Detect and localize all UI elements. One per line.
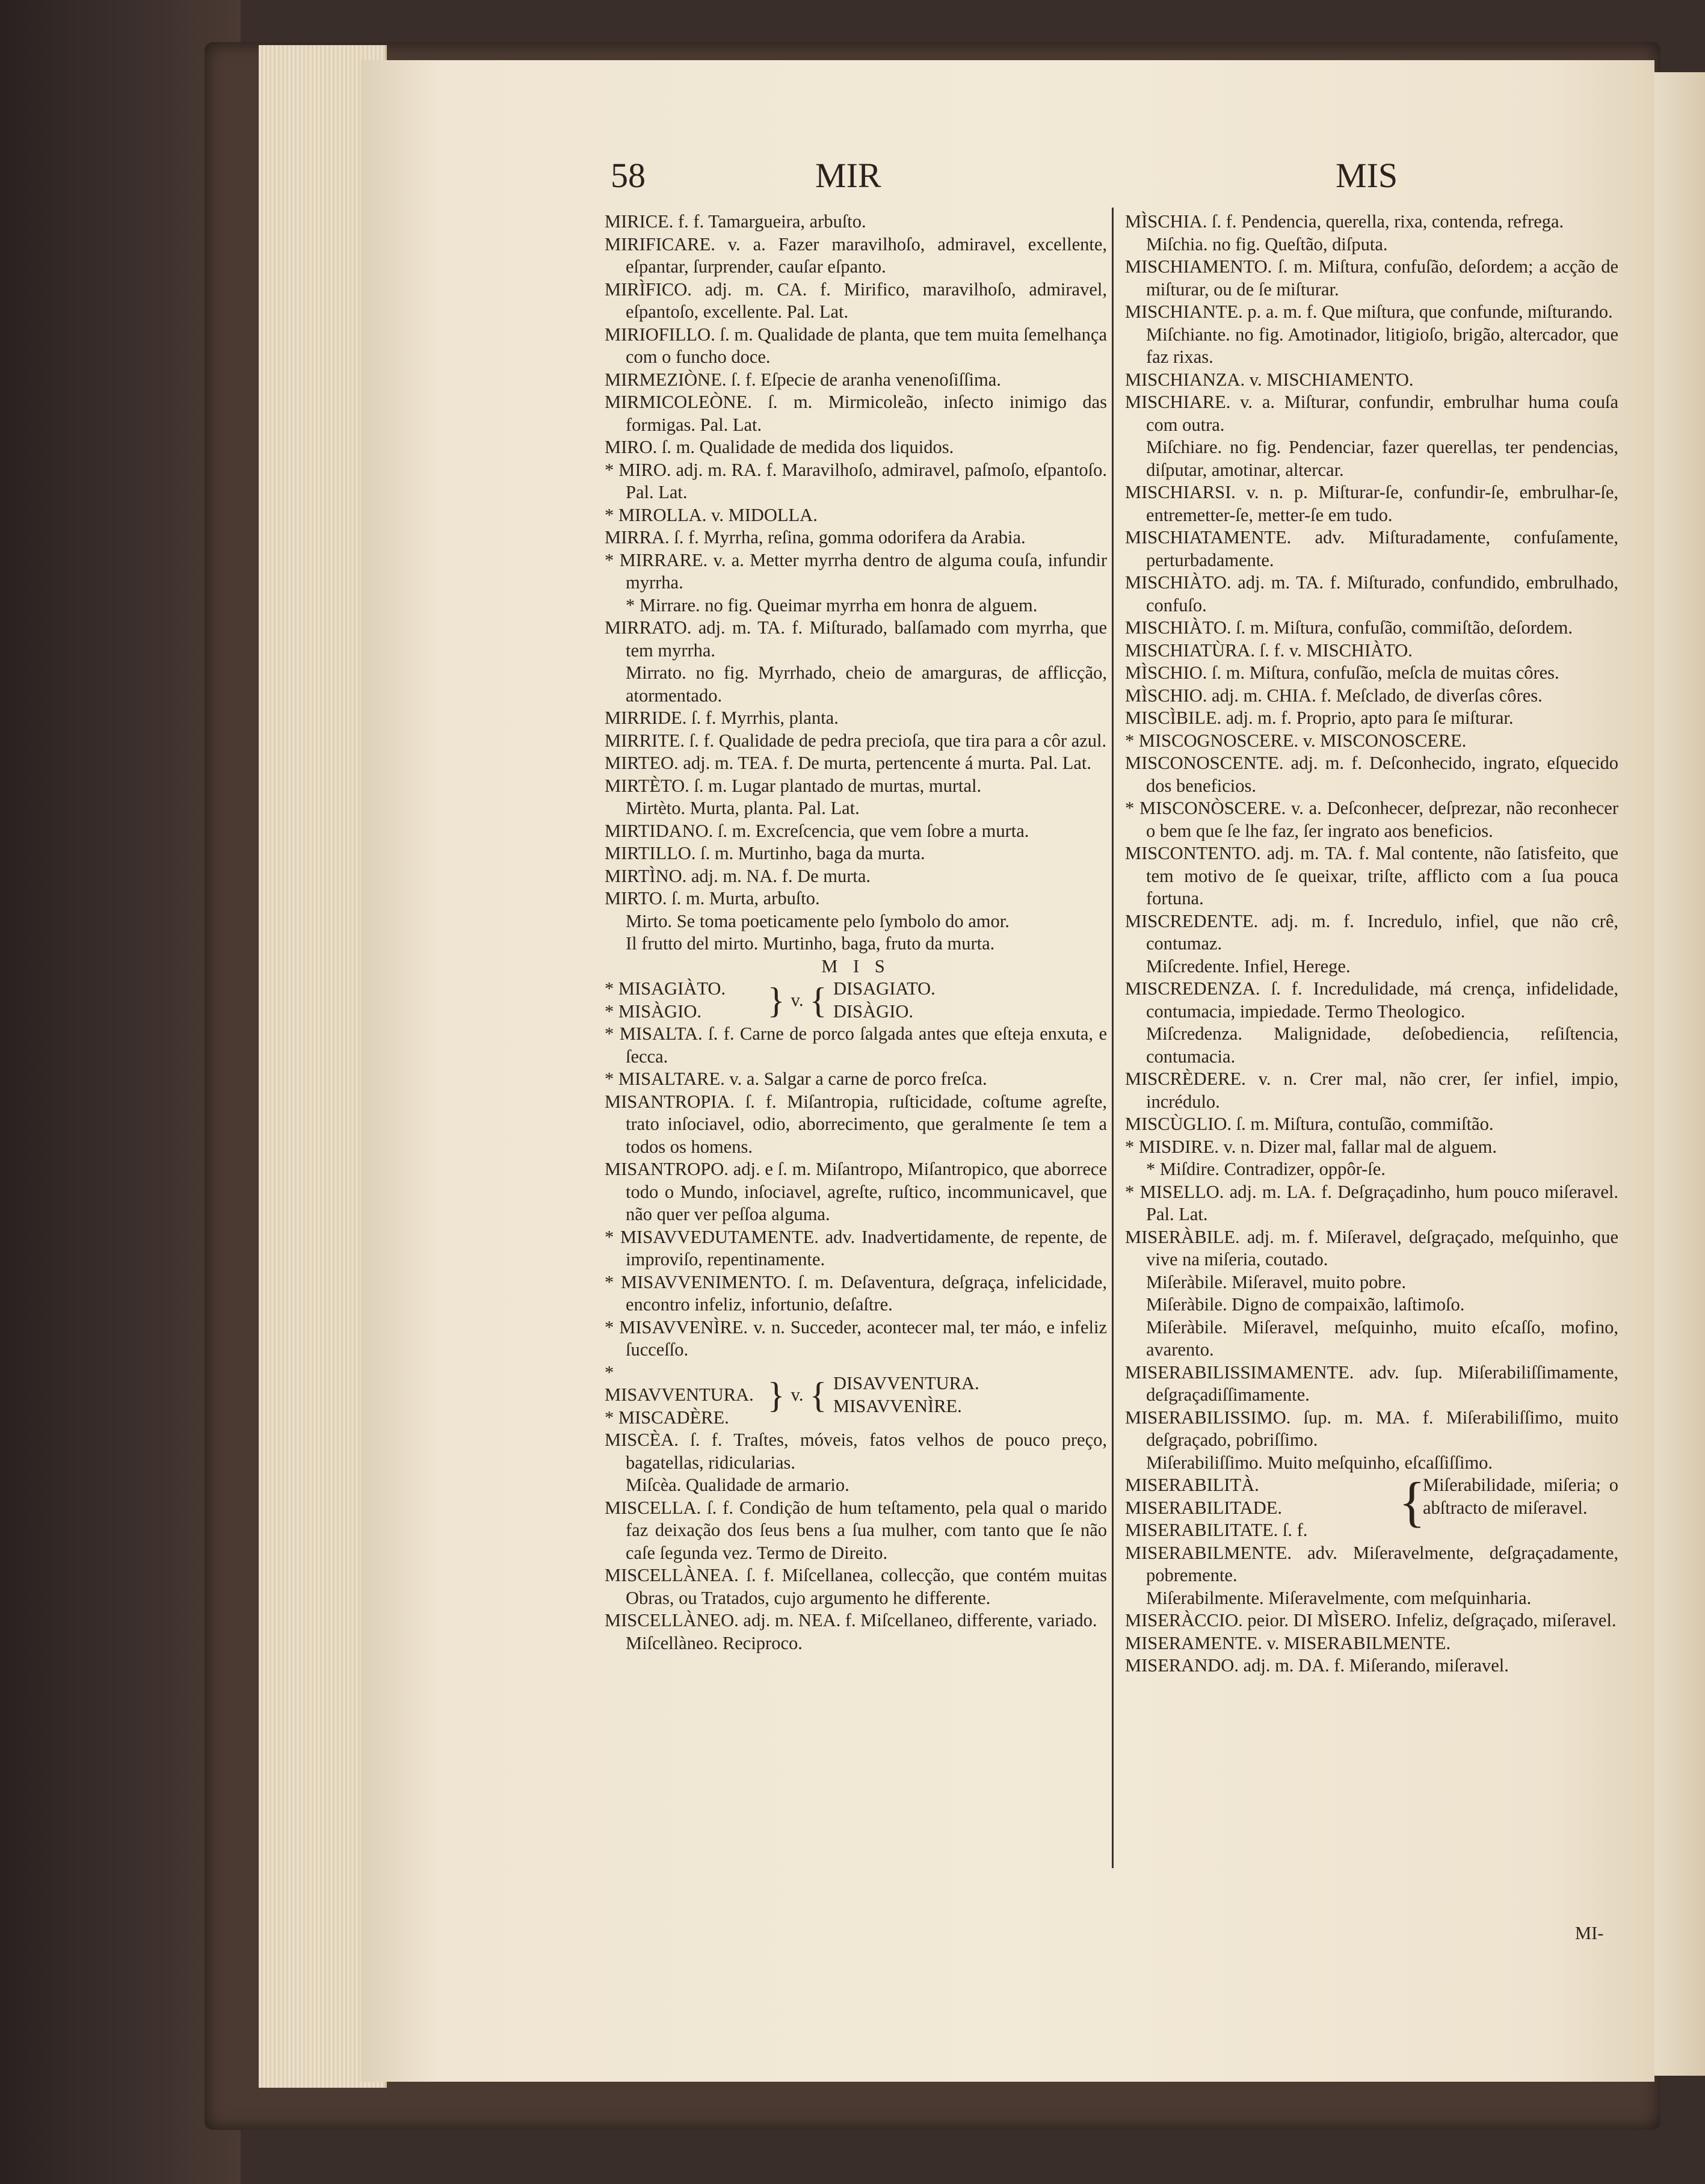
- section-heading: M I S: [821, 955, 890, 976]
- dictionary-entry: MISANTROPO. adj. e ſ. m. Miſantropo, Miſantropico, que aborrece todo o Mundo, inſociavel, agreſte, ruſtico, incommunicavel, que não quer ver peſſoa alguma.: [605, 1159, 1107, 1224]
- dictionary-entry: MÌSCHIA. ſ. f. Pendencia, querella, rixa, contenda, refrega.: [1125, 211, 1564, 232]
- dictionary-entry: MISANTROPIA. ſ. f. Miſantropia, ruſticidade, coſtume agreſte, trato inſociavel, odio, aborrecimento, que geralmente ſe tem a todos os homens.: [605, 1091, 1107, 1157]
- dictionary-entry: MISCONOSCENTE. adj. m. f. Deſconhecido, ingrato, eſquecido dos beneficios.: [1125, 753, 1618, 796]
- sub-entry: Miſerabilmente. Miſeravelmente, com meſquinharia.: [1146, 1587, 1532, 1608]
- dictionary-entry: MIRTIDANO. ſ. m. Excreſcencia, que vem ſobre a murta.: [605, 820, 1029, 841]
- dictionary-entry: * MISDIRE. v. n. Dizer mal, fallar mal de alguem.: [1125, 1136, 1497, 1157]
- sub-entry: Miſeràbile. Miſeravel, muito pobre.: [1146, 1271, 1406, 1292]
- dictionary-entry: MISCELLA. ſ. f. Condição de hum teſtamento, pela qual o marido faz deixação dos ſeus bens a ſua mulher, com tanto que ſe não caſe ſegunda vez. Termo de Direito.: [605, 1497, 1107, 1563]
- cross-reference-target: DISAVVENTURA.: [833, 1373, 979, 1394]
- right-running-head: MIS: [1336, 156, 1398, 195]
- dictionary-entry: MIRICE. f. f. Tamargueira, arbuſto.: [605, 211, 866, 232]
- dictionary-entry: MISERÀCCIO. peior. DI MÌSERO. Infeliz, deſgraçado, miſeravel.: [1125, 1610, 1617, 1630]
- cross-reference-headword: * MISAGIÀTO.: [605, 978, 726, 999]
- dictionary-entry: MISCÙGLIO. ſ. m. Miſtura, contuſão, commiſtão.: [1125, 1114, 1494, 1134]
- cross-reference-target: DISAGIATO.: [833, 978, 936, 999]
- dictionary-entry: MISERÀBILE. adj. m. f. Miſeravel, deſgraçado, meſquinho, que vive na miſeria, coutado.: [1125, 1226, 1618, 1269]
- sub-entry: Miſcredenza. Malignidade, deſobediencia, reſiſtencia, contumacia.: [1146, 1023, 1618, 1067]
- dictionary-entry: * MIRO. adj. m. RA. f. Maravilhoſo, admiravel, paſmoſo, eſpantoſo. Pal. Lat.: [605, 459, 1107, 502]
- dictionary-entry: MÌSCHIO. ſ. m. Miſtura, confuſão, meſcla de muitas côres.: [1125, 662, 1559, 683]
- dictionary-entry: MISCRÈDERE. v. n. Crer mal, não crer, ſer infiel, impio, incrédulo.: [1125, 1069, 1618, 1112]
- dictionary-entry: MISCONTENTO. adj. m. TA. f. Mal contente, não ſatisfeito, que tem motivo de ſe queixar, triſte, afflicto com a ſua pouca fortuna.: [1125, 843, 1618, 908]
- dictionary-entry: MISCHIATAMENTE. adv. Miſturadamente, confuſamente, perturbadamente.: [1125, 527, 1618, 570]
- cross-reference-target: DISÀGIO.: [833, 1001, 914, 1022]
- sub-entry: Miſerabiliſſimo. Muito meſquinho, eſcaſſiſſimo.: [1146, 1452, 1493, 1473]
- dictionary-entry: MISCELLÀNEA. ſ. f. Miſcellanea, collecção, que contém muitas Obras, ou Tratados, cujo argumento he differente.: [605, 1565, 1107, 1608]
- dictionary-entry: MISCHIARSI. v. n. p. Miſturar-ſe, confundir-ſe, embrulhar-ſe, entremetter-ſe, metter-ſe em tudo.: [1125, 482, 1618, 525]
- dictionary-entry: MISCÌBILE. adj. m. f. Proprio, apto para ſe miſturar.: [1125, 708, 1514, 728]
- see-marker: v.: [791, 989, 804, 1010]
- sub-entry: Miſeràbile. Digno de compaixão, laſtimoſo.: [1146, 1294, 1465, 1315]
- dictionary-entry: * MISAVVEDUTAMENTE. adv. Inadvertidamente, de repente, de improviſo, repentinamente.: [605, 1226, 1107, 1269]
- dictionary-entry: MISERABILMENTE. adv. Miſeravelmente, deſgraçadamente, pobremente.: [1125, 1542, 1618, 1585]
- dictionary-entry: MIRÌFICO. adj. m. CA. f. Mirifico, maravilhoſo, admiravel, eſpantoſo, excellente. Pal. Lat.: [605, 279, 1107, 322]
- sub-entry: Mirto. Se toma poeticamente pelo ſymbolo do amor.: [626, 910, 1010, 931]
- facing-page-edge: [1654, 72, 1705, 2076]
- dictionary-entry: MIRIFICARE. v. a. Fazer maravilhoſo, admiravel, excellente, eſpantar, ſurprender, cauſar eſpanto.: [605, 233, 1107, 277]
- sub-entry: Miſcellàneo. Reciproco.: [626, 1632, 803, 1653]
- dictionary-entry: MISCELLÀNEO. adj. m. NEA. f. Miſcellaneo, differente, variado.: [605, 1610, 1097, 1630]
- dictionary-entry: MIRRA. ſ. f. Myrrha, reſina, gomma odorifera da Arabia.: [605, 527, 1026, 548]
- dictionary-entry: MIRTO. ſ. m. Murta, arbuſto.: [605, 888, 820, 908]
- dictionary-entry: MISCHIÀTO. adj. m. TA. f. Miſturado, confundido, embrulhado, confuſo.: [1125, 572, 1618, 615]
- sub-entry: Il frutto del mirto. Murtinho, baga, fruto da murta.: [626, 933, 995, 954]
- dictionary-entry: * MISALTA. ſ. f. Carne de porco ſalgada antes que eſteja enxuta, e ſecca.: [605, 1023, 1107, 1067]
- grouped-definition: Miſerabilidade, miſeria; o abſtracto de miſeravel.: [1423, 1475, 1618, 1518]
- dictionary-entry: MISERABILISSIMO. ſup. m. MA. f. Miſerabiliſſimo, muito deſgraçado, pobriſſimo.: [1125, 1407, 1618, 1450]
- dictionary-entry: MIRO. ſ. m. Qualidade de medida dos liquidos.: [605, 437, 954, 457]
- dictionary-entry: MIRTÈTO. ſ. m. Lugar plantado de murtas, murtal.: [605, 775, 982, 796]
- dictionary-entry: * MIRRARE. v. a. Metter myrrha dentro de alguma couſa, infundir myrrha.: [605, 549, 1107, 593]
- sub-entry: Mirrato. no fig. Myrrhado, cheio de amarguras, de afflicção, atormentado.: [626, 662, 1107, 706]
- dictionary-entry: MISCHIÀTO. ſ. m. Miſtura, confuſão, commiſtão, deſordem.: [1125, 617, 1573, 638]
- dictionary-entry: MIRTÌNO. adj. m. NA. f. De murta.: [605, 865, 871, 886]
- brace-glyph: {: [1399, 1471, 1426, 1532]
- brace-glyph: }: [767, 1375, 785, 1415]
- cross-reference-group: [605, 978, 1107, 1023]
- headword-variant: MISERABILITÀ.: [1125, 1475, 1259, 1495]
- column-rule: [1112, 208, 1114, 1868]
- dictionary-entry: MISCHIANZA. v. MISCHIAMENTO.: [1125, 369, 1414, 390]
- sub-entry: Mirtèto. Murta, planta. Pal. Lat.: [626, 798, 860, 818]
- dictionary-entry: MIRRIDE. ſ. f. Myrrhis, planta.: [605, 708, 839, 728]
- cross-reference-group: [605, 1362, 1107, 1430]
- page-number: 58: [611, 156, 646, 195]
- headword-variant: MISERABILITADE.: [1125, 1497, 1283, 1518]
- dictionary-entry: MISERANDO. adj. m. DA. f. Miſerando, miſeravel.: [1125, 1655, 1509, 1676]
- sub-entry: Miſcèa. Qualidade de armario.: [626, 1475, 849, 1495]
- see-marker: v.: [791, 1384, 804, 1405]
- dictionary-entry: * MISCOGNOSCERE. v. MISCONOSCERE.: [1125, 730, 1467, 751]
- dictionary-entry: MIRIOFILLO. ſ. m. Qualidade de planta, que tem muita ſemelhança com o funcho doce.: [605, 324, 1107, 367]
- dictionary-entry: * MISAVVENIMENTO. ſ. m. Deſaventura, deſgraça, infelicidade, encontro infeliz, infortunio, deſaſtre.: [605, 1271, 1107, 1315]
- dictionary-entry: MIRMEZIÒNE. ſ. f. Eſpecie de aranha venenoſiſſima.: [605, 369, 1001, 390]
- sub-entry: Miſchiante. no fig. Amotinador, litigioſo, brigão, altercador, que faz rixas.: [1146, 324, 1618, 367]
- sub-entry: Miſeràbile. Miſeravel, meſquinho, muito eſcaſſo, mofino, avarento.: [1146, 1316, 1618, 1360]
- dictionary-entry: MISCHIAMENTO. ſ. m. Miſtura, confuſão, deſordem; a acção de miſturar, ou de ſe miſturar.: [1125, 256, 1618, 300]
- dictionary-entry: MIRTILLO. ſ. m. Murtinho, baga da murta.: [605, 843, 925, 863]
- dictionary-entry: * MISALTARE. v. a. Salgar a carne de porco freſca.: [605, 1069, 987, 1089]
- dictionary-entry: * MISCONÒSCERE. v. a. Deſconhecer, deſprezar, não reconhecer o bem que ſe lhe faz, ſer ingrato aos beneficios.: [1125, 798, 1618, 841]
- dictionary-entry: MIRRATO. adj. m. TA. f. Miſturado, balſamado com myrrha, que tem myrrha.: [605, 617, 1107, 661]
- dictionary-entry: MISCHIATÙRA. ſ. f. v. MISCHIÀTO.: [1125, 640, 1413, 661]
- catchword: MI-: [1575, 1923, 1604, 1943]
- dictionary-entry: MISCREDENTE. adj. m. f. Incredulo, infiel, que não crê, contumaz.: [1125, 910, 1618, 954]
- brace-glyph: {: [809, 1375, 827, 1415]
- brace-glyph: }: [767, 980, 785, 1020]
- brace-glyph: {: [809, 980, 827, 1020]
- left-running-head: MIR: [815, 156, 881, 195]
- sub-entry: Miſchiare. no fig. Pendenciar, fazer querellas, ter pendencias, diſputar, amotinar, altercar.: [1146, 437, 1618, 480]
- dictionary-entry: MISERABILISSIMAMENTE. adv. ſup. Miſerabiliſſimamente, deſgraçadiſſimamente.: [1125, 1362, 1618, 1405]
- dictionary-entry: * MISELLO. adj. m. LA. f. Deſgraçadinho, hum pouco miſeravel. Pal. Lat.: [1125, 1181, 1618, 1224]
- right-column: [1125, 211, 1618, 1677]
- sub-entry: Miſcredente. Infiel, Herege.: [1146, 955, 1351, 976]
- left-column: [605, 211, 1107, 1655]
- dictionary-entry: MIRMICOLEÒNE. ſ. m. Mirmicoleão, inſecto inimigo das formigas. Pal. Lat.: [605, 392, 1107, 435]
- dictionary-entry: MÌSCHIO. adj. m. CHIA. f. Meſclado, de diverſas côres.: [1125, 685, 1543, 706]
- dictionary-entry: * MISAVVENÌRE. v. n. Succeder, acontecer mal, ter máo, e infeliz ſucceſſo.: [605, 1316, 1107, 1360]
- dictionary-entry: * MIROLLA. v. MIDOLLA.: [605, 504, 818, 525]
- dictionary-entry: MISCREDENZA. ſ. f. Incredulidade, má crença, infidelidade, contumacia, impiedade. Termo Theologico.: [1125, 978, 1618, 1022]
- sub-entry: * Miſdire. Contradizer, oppôr-ſe.: [1146, 1159, 1386, 1179]
- headword-variant: MISERABILITATE. ſ. f.: [1125, 1520, 1308, 1540]
- cross-reference-headword: * MISÀGIO.: [605, 1001, 701, 1022]
- dictionary-entry: MISCÈA. ſ. f. Traſtes, móveis, fatos velhos de pouco preço, bagatellas, ridicularias.: [605, 1430, 1107, 1473]
- grouped-entry: [1125, 1471, 1618, 1542]
- cross-reference-headword: * MISAVVENTURA.: [605, 1362, 754, 1405]
- cross-reference-target: MISAVVENÌRE.: [833, 1395, 962, 1416]
- dictionary-entry: MISCHIARE. v. a. Miſturar, confundir, embrulhar huma couſa com outra.: [1125, 392, 1618, 435]
- sub-entry: * Mirrare. no fig. Queimar myrrha em honra de alguem.: [626, 594, 1038, 615]
- dictionary-entry: MIRRITE. ſ. f. Qualidade de pedra precioſa, que tira para a côr azul.: [605, 730, 1107, 751]
- sub-entry: Miſchia. no fig. Queſtão, diſputa.: [1146, 233, 1388, 254]
- cross-reference-headword: * MISCADÈRE.: [605, 1407, 729, 1428]
- dictionary-entry: MIRTEO. adj. m. TEA. f. De murta, pertencente á murta. Pal. Lat.: [605, 753, 1091, 773]
- dictionary-entry: MISERAMENTE. v. MISERABILMENTE.: [1125, 1632, 1451, 1653]
- dictionary-entry: MISCHIANTE. p. a. m. f. Que miſtura, que confunde, miſturando.: [1125, 301, 1613, 322]
